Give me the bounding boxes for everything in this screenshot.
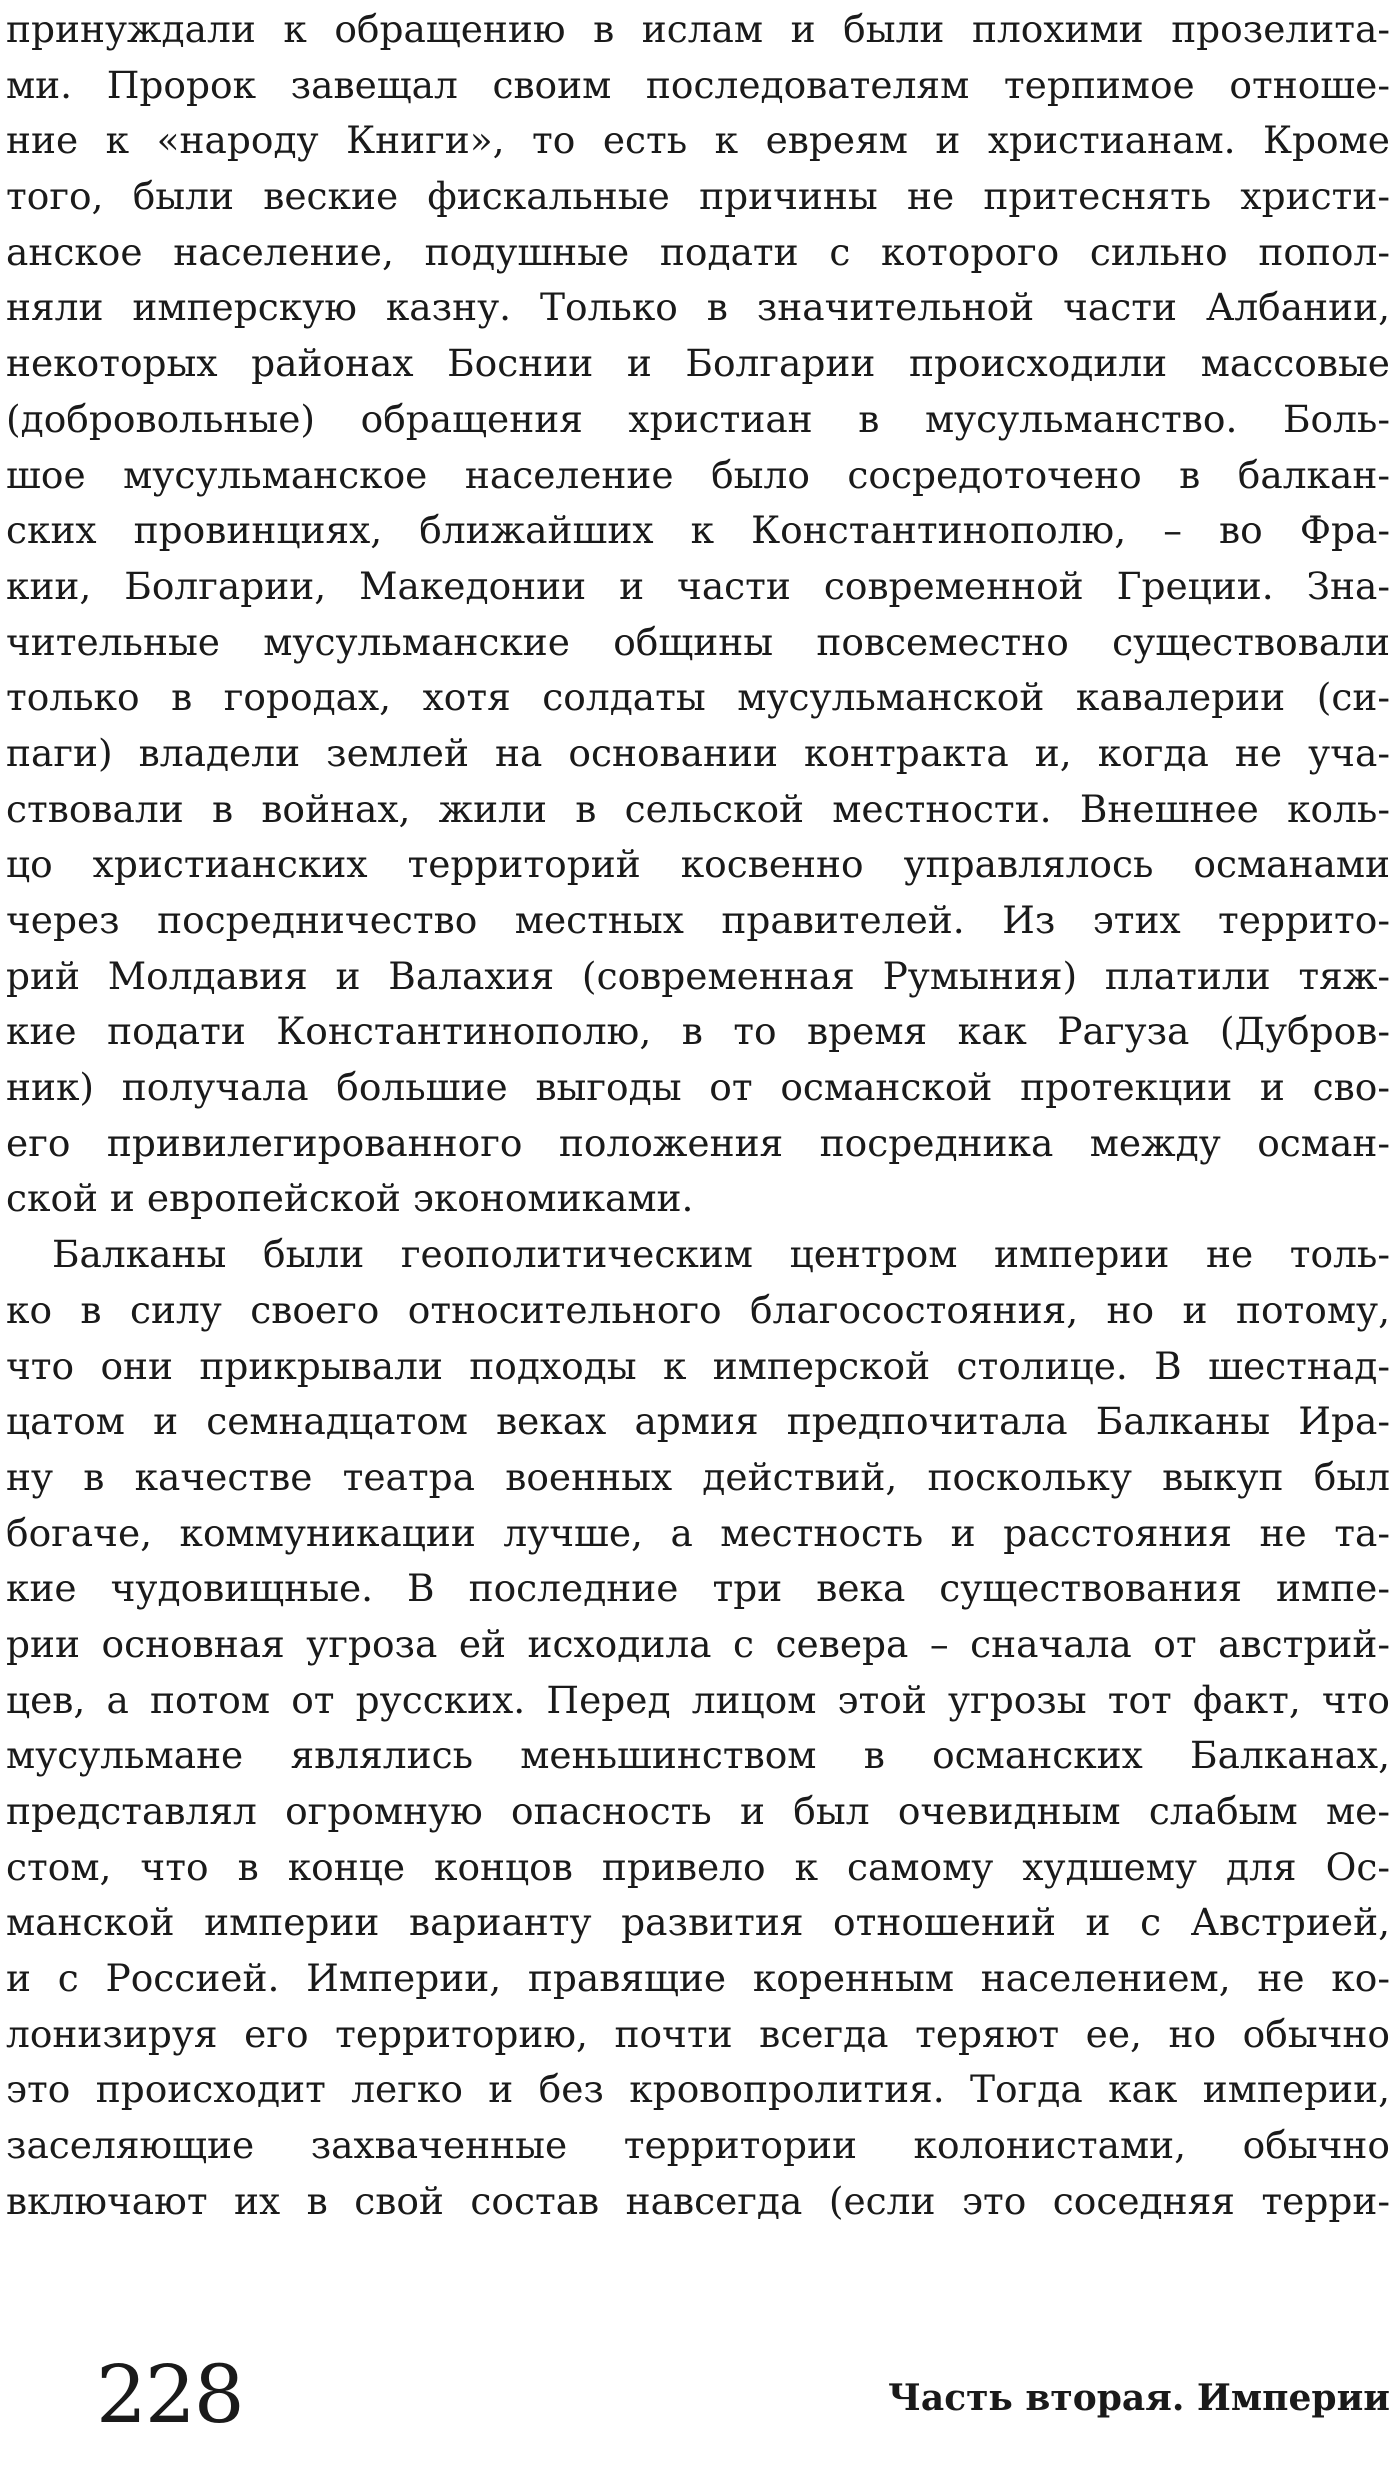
text-line: (добровольные) обращения христиан в мусульманство. Боль- <box>6 396 1390 441</box>
text-line: ских провинциях, ближайших к Константинополю, – во Фра- <box>6 508 1390 553</box>
text-line: цатом и семнадцатом веках армия предпочитала Балканы Ира- <box>6 1399 1390 1444</box>
text-line: ко в силу своего относительного благосостояния, но и потому, <box>6 1287 1390 1332</box>
text-line: лонизируя его территорию, почти всегда теряют ее, но обычно <box>6 2011 1390 2056</box>
text-line: ну в качестве театра военных действий, поскольку выкуп был <box>6 1454 1390 1499</box>
text-line: паги) владели землей на основании контракта и, когда не уча- <box>6 730 1390 775</box>
page-footer <box>0 2340 1398 2450</box>
text-line: манской империи варианту развития отношений и с Австрией, <box>6 1900 1390 1945</box>
text-line: кии, Болгарии, Македонии и части современной Греции. Зна- <box>6 563 1390 608</box>
text-line: ник) получала большие выгоды от османской протекции и сво- <box>6 1065 1390 1110</box>
text-line: его привилегированного положения посредника между осман- <box>6 1120 1390 1165</box>
text-line: включают их в свой состав навсегда (если это соседняя терри- <box>6 2178 1390 2223</box>
text-line: заселяющие захваченные территории колонистами, обычно <box>6 2123 1390 2168</box>
text-line: того, были веские фискальные причины не притеснять христи- <box>6 174 1390 219</box>
text-line: цев, а потом от русских. Перед лицом этой угрозы тот факт, что <box>6 1677 1390 1722</box>
body-text <box>6 2 1390 2230</box>
paragraph <box>6 2 1390 1227</box>
text-line: ской и европейской экономиками. <box>6 1176 694 1221</box>
text-line: рий Молдавия и Валахия (современная Румыния) платили тяж- <box>6 953 1390 998</box>
text-line: ние к «народу Книги», то есть к евреям и христианам. Кроме <box>6 118 1390 163</box>
text-line: анское население, подушные подати с которого сильно попол- <box>6 229 1390 274</box>
text-line: некоторых районах Боснии и Болгарии происходили массовые <box>6 341 1390 386</box>
page-number: 228 <box>96 2348 243 2441</box>
text-line: Балканы были геополитическим центром империи не толь- <box>52 1232 1390 1277</box>
text-line: представлял огромную опасность и был очевидным слабым ме- <box>6 1789 1390 1833</box>
text-line: няли имперскую казну. Только в значительной части Албании, <box>6 285 1390 330</box>
text-line: цо христианских территорий косвенно управлялось османами <box>6 842 1390 887</box>
text-line: только в городах, хотя солдаты мусульманской кавалерии (си- <box>6 675 1390 720</box>
text-line: богаче, коммуникации лучше, а местность и расстояния не та- <box>6 1510 1390 1555</box>
text-line: через посредничество местных правителей. Из этих террито- <box>6 898 1390 942</box>
text-line: рии основная угроза ей исходила с севера – сначала от австрий- <box>6 1621 1390 1666</box>
text-line: что они прикрывали подходы к имперской столице. В шестнад- <box>6 1343 1390 1388</box>
text-line: чительные мусульманские общины повсеместно существовали <box>6 619 1390 664</box>
text-line: кие подати Константинополю, в то время как Рагуза (Дубров- <box>6 1009 1390 1054</box>
text-line: ми. Пророк завещал своим последователям терпимое отноше- <box>6 62 1390 107</box>
running-head: Часть вторая. Империи <box>888 2377 1390 2419</box>
text-line: и с Россией. Империи, правящие коренным населением, не ко- <box>6 1956 1390 2001</box>
text-line: принуждали к обращению в ислам и были плохими прозелита- <box>6 7 1390 51</box>
text-line: стом, что в конце концов привело к самому худшему для Ос- <box>6 1844 1390 1889</box>
text-line: ствовали в войнах, жили в сельской местности. Внешнее коль- <box>6 786 1390 831</box>
text-line: мусульмане являлись меньшинством в османских Балканах, <box>6 1733 1390 1778</box>
text-line: это происходит легко и без кровопролития. Тогда как империи, <box>6 2067 1390 2112</box>
text-line: шое мусульманское население было сосредоточено в балкан- <box>6 452 1390 497</box>
text-line: кие чудовищные. В последние три века существования импе- <box>6 1566 1390 1611</box>
paragraph <box>6 1227 1390 2229</box>
